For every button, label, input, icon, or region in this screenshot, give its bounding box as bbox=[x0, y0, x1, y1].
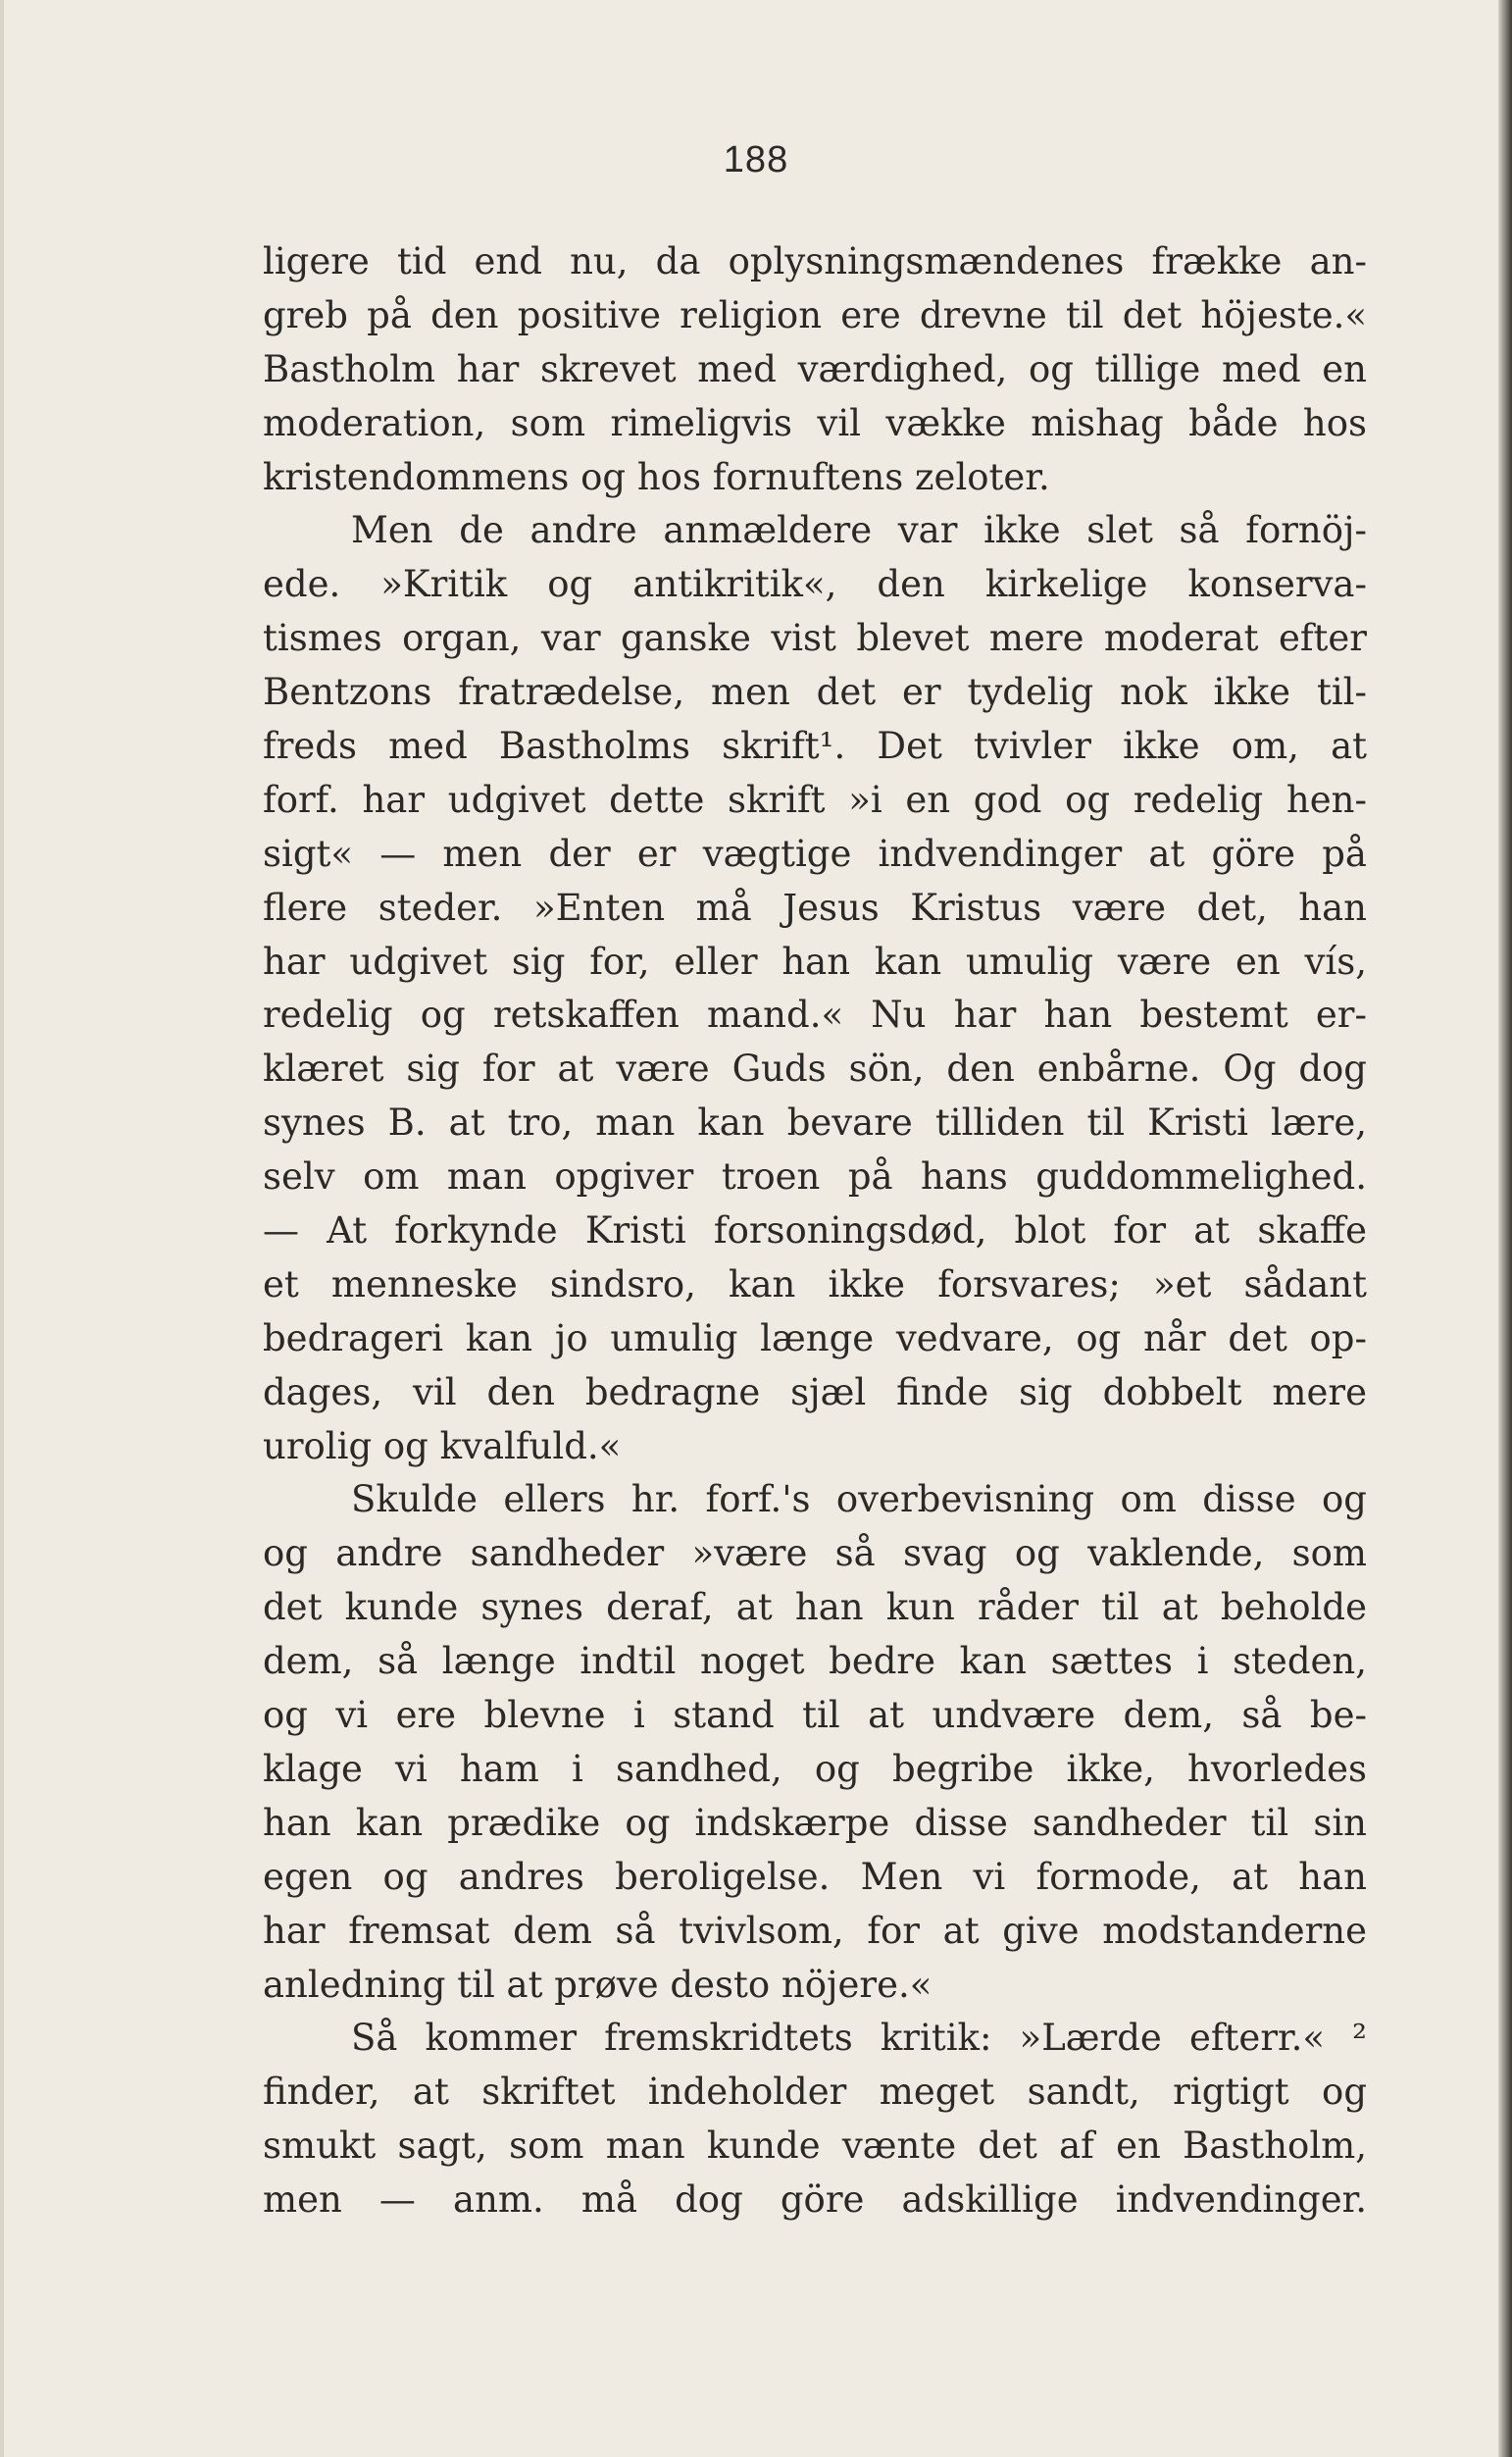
text-line: ede. »Kritik og antikritik«, den kirkelige konserva- bbox=[263, 563, 1367, 606]
text-line: — At forkynde Kristi forsoningsdød, blot for at skaffe bbox=[263, 1209, 1367, 1253]
text-line: dem, så længe indtil noget bedre kan sættes i steden, bbox=[263, 1640, 1367, 1683]
text-line: egen og andres beroligelse. Men vi formode, at han bbox=[263, 1855, 1367, 1898]
text-line: tismes organ, var ganske vist blevet mere moderat efter bbox=[263, 617, 1367, 660]
text-line: finder, at skriftet indeholder meget sandt, rigtigt og bbox=[263, 2071, 1367, 2114]
text-line: og andre sandheder »være så svag og vaklende, som bbox=[263, 1532, 1367, 1575]
page-number: 188 bbox=[723, 139, 789, 180]
text-line: sigt« — men der er vægtige indvendinger at göre på bbox=[263, 832, 1367, 875]
text-line: smukt sagt, som man kunde vænte det af en Bastholm, bbox=[263, 2124, 1367, 2168]
text-line: Men de andre anmældere var ikke slet så fornöj- bbox=[351, 509, 1367, 552]
text-line: har udgivet sig for, eller han kan umulig være en vís, bbox=[263, 940, 1367, 983]
page-binding-edge bbox=[1498, 0, 1512, 2457]
text-line: flere steder. »Enten må Jesus Kristus være det, han bbox=[263, 886, 1367, 929]
text-line: Bastholm har skrevet med værdighed, og tillige med en bbox=[263, 347, 1367, 390]
text-line: bedrageri kan jo umulig længe vedvare, og når det op- bbox=[263, 1316, 1367, 1359]
text-line: Bentzons fratrædelse, men det er tydelig nok ikke til- bbox=[263, 671, 1367, 714]
text-line: redelig og retskaffen mand.« Nu har han bestemt er- bbox=[263, 994, 1367, 1037]
page-left-edge bbox=[0, 0, 4, 2457]
text-line: moderation, som rimeligvis vil vække mishag både hos bbox=[263, 401, 1367, 444]
text-line: urolig og kvalfuld.« bbox=[263, 1424, 622, 1467]
text-line: dages, vil den bedragne sjæl finde sig dobbelt mere bbox=[263, 1370, 1367, 1413]
text-line: klage vi ham i sandhed, og begribe ikke, hvorledes bbox=[263, 1747, 1367, 1790]
text-line: freds med Bastholms skrift¹. Det tvivler ikke om, at bbox=[263, 725, 1367, 768]
text-line: men — anm. må dog göre adskillige indvendinger. bbox=[263, 2178, 1367, 2222]
text-line: klæret sig for at være Guds sön, den enbårne. Og dog bbox=[263, 1048, 1367, 1091]
body-text bbox=[263, 235, 1367, 2227]
text-line: et menneske sindsro, kan ikke forsvares; »et sådant bbox=[263, 1262, 1367, 1305]
text-line: og vi ere blevne i stand til at undvære dem, så be- bbox=[263, 1694, 1367, 1737]
text-line: forf. har udgivet dette skrift »i en god og redelig hen- bbox=[263, 778, 1367, 821]
text-line: Så kommer fremskridtets kritik: »Lærde efterr.« ² bbox=[351, 2017, 1367, 2060]
text-line: kristendommens og hos fornuftens zeloter. bbox=[263, 455, 1050, 498]
text-line: synes B. at tro, man kan bevare tilliden til Kristi lære, bbox=[263, 1101, 1367, 1145]
text-line: greb på den positive religion ere drevne til det höjeste.« bbox=[263, 293, 1367, 336]
text-line: det kunde synes deraf, at han kun råder til at beholde bbox=[263, 1586, 1367, 1629]
text-line: har fremsat dem så tvivlsom, for at give modstanderne bbox=[263, 1909, 1367, 1952]
text-line: anledning til at prøve desto nöjere.« bbox=[263, 1963, 932, 2006]
text-line: ligere tid end nu, da oplysningsmændenes frække an- bbox=[263, 240, 1367, 282]
text-line: han kan prædike og indskærpe disse sandheder til sin bbox=[263, 1801, 1367, 1844]
text-line: selv om man opgiver troen på hans guddommelighed. bbox=[263, 1155, 1367, 1199]
text-line: Skulde ellers hr. forf.'s overbevisning om disse og bbox=[351, 1478, 1367, 1521]
